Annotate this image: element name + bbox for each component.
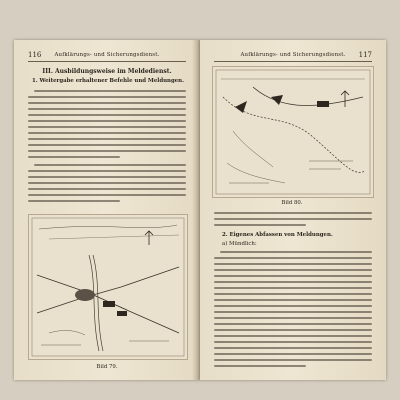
right-figure-caption: Bild 80. — [281, 200, 303, 206]
left-header-rule — [28, 61, 186, 62]
left-sketch-drawing — [29, 215, 187, 359]
left-section-title: III. Ausbildungsweise im Meldedienst. — [42, 68, 172, 75]
right-subsection-a: a) Mündlich: — [222, 241, 257, 247]
right-subsection-title: 2. Eigenes Abfassen von Meldungen. — [222, 232, 333, 238]
right-paragraph-1 — [214, 212, 372, 230]
book-spread — [14, 40, 386, 380]
left-subsection-title: 1. Weitergabe erhaltener Befehle und Meldungen. — [32, 78, 184, 84]
left-page-header — [28, 50, 186, 60]
left-running-head: Aufklärungs- und Sicherungsdienst. — [54, 52, 160, 58]
right-paragraph-2 — [214, 251, 372, 371]
right-page-header — [214, 50, 372, 60]
left-figure-caption: Bild 79. — [96, 364, 118, 370]
right-page-number: 117 — [358, 51, 372, 59]
right-figure-sketch — [212, 66, 374, 198]
left-page — [14, 40, 200, 380]
right-header-rule — [214, 61, 372, 62]
right-sketch-drawing — [213, 67, 373, 197]
left-paragraph-1 — [28, 90, 186, 162]
left-paragraph-2 — [28, 164, 186, 206]
left-figure-sketch — [28, 214, 188, 360]
right-page — [200, 40, 386, 380]
left-page-number: 116 — [28, 51, 42, 59]
right-running-head: Aufklärungs- und Sicherungsdienst. — [240, 52, 346, 58]
